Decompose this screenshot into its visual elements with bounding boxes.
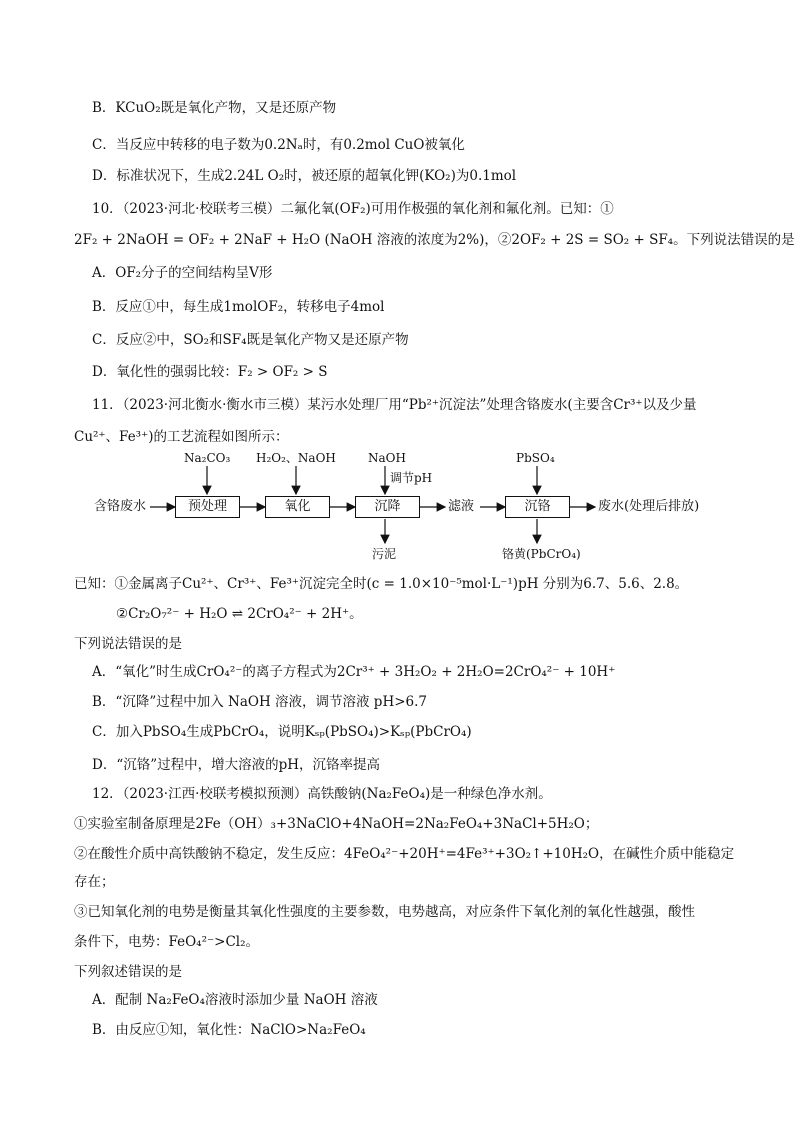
flow-residue-sludge: 污泥 [372,547,397,561]
q9-option-d: D．标准状况下，生成2.24L O₂时，被还原的超氧化钾(KO₂)为0.1mol [92,168,517,184]
q12-option-a: A．配制 Na₂FeO₄溶液时添加少量 NaOH 溶液 [92,992,378,1008]
q12-point-2-line2: 存在； [74,874,115,890]
q10-option-c: C．反应②中，SO₂和SF₄既是氧化产物又是还原产物 [92,332,409,348]
flow-reagent-na2co3: Na₂CO₃ [184,451,231,465]
q9-option-c: C．当反应中转移的电子数为0.2Nₐ时，有0.2mol CuO被氧化 [92,137,465,153]
flow-input-wastewater: 含铬废水 [94,499,147,514]
flow-product-chrome-yellow: 铬黄(PbCrO₄) [502,547,581,561]
q12-point-3-line1: ③已知氧化剂的电势是衡量其氧化性强度的主要参数，电势越高，对应条件下氧化剂的氧化性越强，酸性 [74,904,695,920]
flow-reagent-naoh: NaOH [368,451,406,465]
q12-point-1: ①实验室制备原理是2Fe（OH）₃+3NaClO+4NaOH=2Na₂FeO₄+3NaCl+5H₂O； [74,816,599,832]
flow-filtrate: 滤液 [448,499,475,514]
flow-box-settling: 沉降 [355,496,420,518]
q11-stem-line2: Cu²⁺、Fe³⁺)的工艺流程如图所示： [74,429,289,445]
q12-question: 下列叙述错误的是 [74,964,182,980]
q11-stem-line1: 11．（2023·河北衡水·衡水市三模）某污水处理厂用“Pb²⁺沉淀法”处理含铬废水(主要含Cr³⁺以及少量 [92,397,697,413]
q11-option-c: C．加入PbSO₄生成PbCrO₄，说明Kₛₚ(PbSO₄)>Kₛₚ(PbCrO₄) [92,724,472,740]
q12-point-3-line2: 条件下，电势：FeO₄²⁻>Cl₂。 [74,934,260,950]
flow-reagent-ph-note: 调节pH [390,471,433,485]
q9-option-b: B．KCuO₂既是氧化产物，又是还原产物 [92,100,337,116]
q10-option-b: B．反应①中，每生成1molOF₂，转移电子4mol [92,299,385,315]
q11-known-1: 已知：①金属离子Cu²⁺、Cr³⁺、Fe³⁺沉淀完全时(c = 1.0×10⁻⁵mol·L⁻¹)pH 分别为6.7、5.6、2.8。 [74,576,689,592]
q10-stem-line2: 2F₂ + 2NaOH = OF₂ + 2NaF + H₂O (NaOH 溶液的浓度为2%)，②2OF₂ + 2S = SO₂ + SF₄。下列说法错误的是 [74,232,795,248]
q11-option-a: A．“氧化”时生成CrO₄²⁻的离子方程式为2Cr³⁺ + 3H₂O₂ + 2H₂O=2CrO₄²⁻ + 10H⁺ [92,664,616,680]
flow-reagent-h2o2-naoh: H₂O₂、NaOH [256,451,336,465]
q12-stem: 12．（2023·江西·校联考模拟预测）高铁酸钠(Na₂FeO₄)是一种绿色净水剂。 [92,786,552,802]
q11-question: 下列说法错误的是 [74,636,182,652]
flow-reagent-pbso4: PbSO₄ [516,451,555,465]
flow-box-oxidation: 氧化 [265,496,330,518]
q12-option-b: B．由反应①知，氧化性：NaClO>Na₂FeO₄ [92,1022,366,1038]
flow-box-chromium-precipitation: 沉铬 [505,496,570,518]
q10-option-d: D．氧化性的强弱比较：F₂ > OF₂ > S [92,364,328,380]
q12-point-2-line1: ②在酸性介质中高铁酸钠不稳定，发生反应：4FeO₄²⁻+20H⁺=4Fe³⁺+3O₂↑+10H₂O，在碱性介质中能稳定 [74,846,735,862]
q10-option-a: A．OF₂分子的空间结构呈V形 [92,265,273,281]
q11-option-d: D．“沉铬”过程中，增大溶液的pH，沉铬率提高 [92,757,381,773]
flow-output-discharge: 废水(处理后排放) [598,499,700,514]
q11-known-2: ②Cr₂O₇²⁻ + H₂O ⇌ 2CrO₄²⁻ + 2H⁺。 [116,606,363,622]
flow-box-pretreatment: 预处理 [175,496,240,518]
q10-stem-line1: 10．（2023·河北·校联考三模）二氟化氧(OF₂)可用作极强的氧化剂和氟化剂。已知：① [92,201,614,217]
q11-option-b: B．“沉降”过程中加入 NaOH 溶液，调节溶液 pH>6.7 [92,694,427,710]
